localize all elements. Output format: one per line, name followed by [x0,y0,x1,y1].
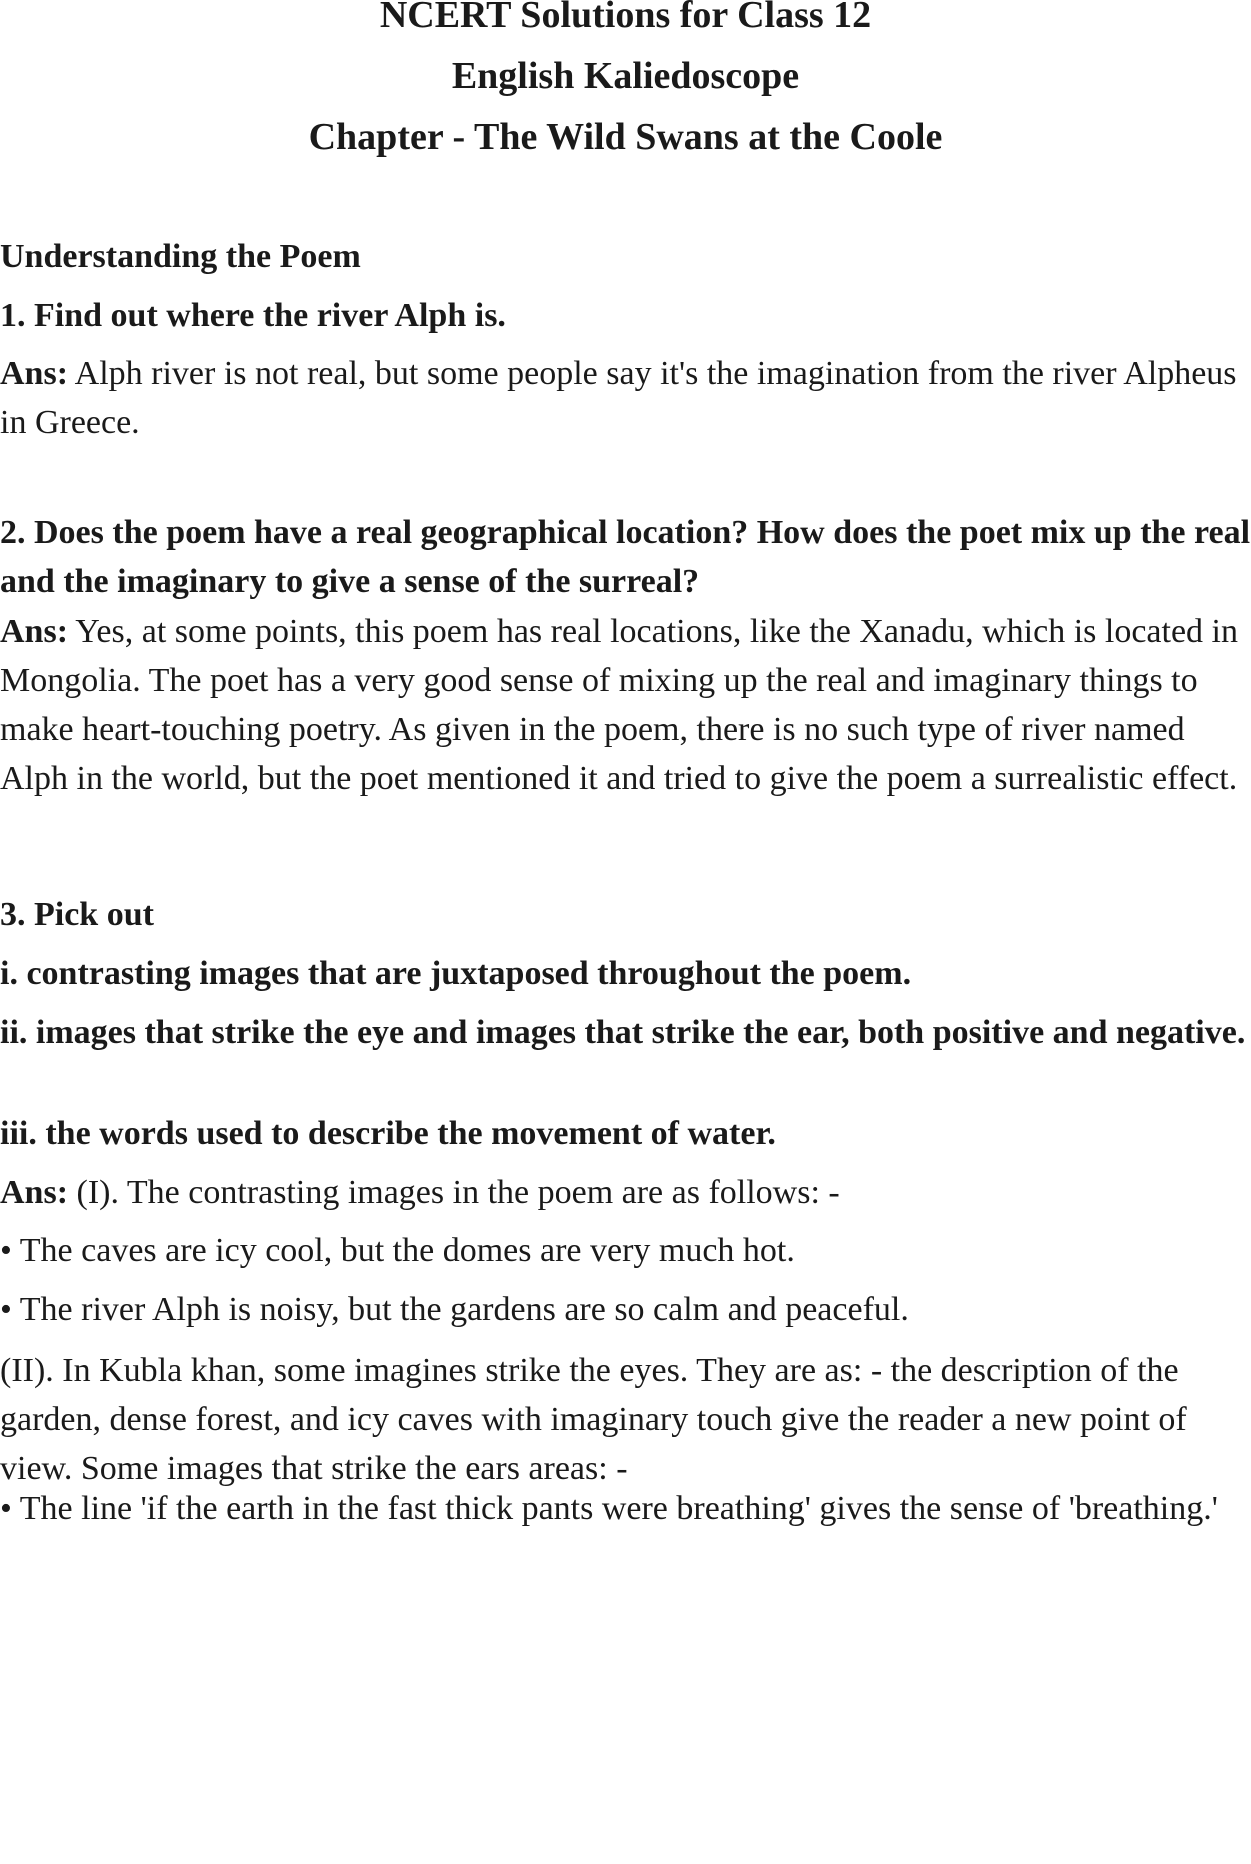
answer-1-text: Alph river is not real, but some people say it's the imagination from the river Alpheus in Greece. [0,355,1237,441]
question-3-part-iii: iii. the words used to describe the movement of water. [0,1115,776,1152]
question-3: 3. Pick out [0,896,154,933]
answer-3-paragraph-2: (II). In Kubla khan, some imagines strike the eyes. They are as: - the description of the garden, dense forest, and icy caves with imaginary touch give the reader a new point of view. Some images that strike the ears areas: - [0,1352,1187,1487]
answer-3-label: Ans: [0,1174,69,1211]
header-title-line3: Chapter - The Wild Swans at the Coole [308,116,943,158]
answer-1 [0,349,1251,447]
question-2: 2. Does the poem have a real geographical location? How does the poet mix up the real and the imaginary to give a sense of the surreal? [0,514,1251,600]
answer-1-label: Ans: [0,355,69,392]
answer-2-text: Yes, at some points, this poem has real locations, like the Xanadu, which is located in Mongolia. The poet has a very good sense of mixing up the real and imaginary things to make heart-touching poetry. As given in the poem, there is no such type of river named Alph in the world, but the poet mentioned it and tried to give the poem a surrealistic effect. [0,613,1238,797]
answer-3-intro [0,1168,1251,1217]
question-1: 1. Find out where the river Alph is. [0,297,506,334]
answer-3-bullet-2: • The river Alph is noisy, but the gardens are so calm and peaceful. [0,1291,909,1328]
answer-2 [0,607,1251,803]
question-3-part-ii: ii. images that strike the eye and images that strike the ear, both positive and negative. [0,1014,1246,1051]
header-title-line2: English Kaliedoscope [451,55,800,97]
answer-2-label: Ans: [0,613,69,650]
answer-3-bullet-1: • The caves are icy cool, but the domes are very much hot. [0,1232,795,1269]
header-title-line1: NCERT Solutions for Class 12 [379,0,872,36]
answer-3-bullet-3: • The line 'if the earth in the fast thick pants were breathing' gives the sense of 'breathing.' [0,1490,1218,1527]
section-title: Understanding the Poem [0,238,361,275]
answer-3-intro-text: (I). The contrasting images in the poem are as follows: - [68,1174,840,1211]
question-3-part-i: i. contrasting images that are juxtaposed throughout the poem. [0,955,912,992]
